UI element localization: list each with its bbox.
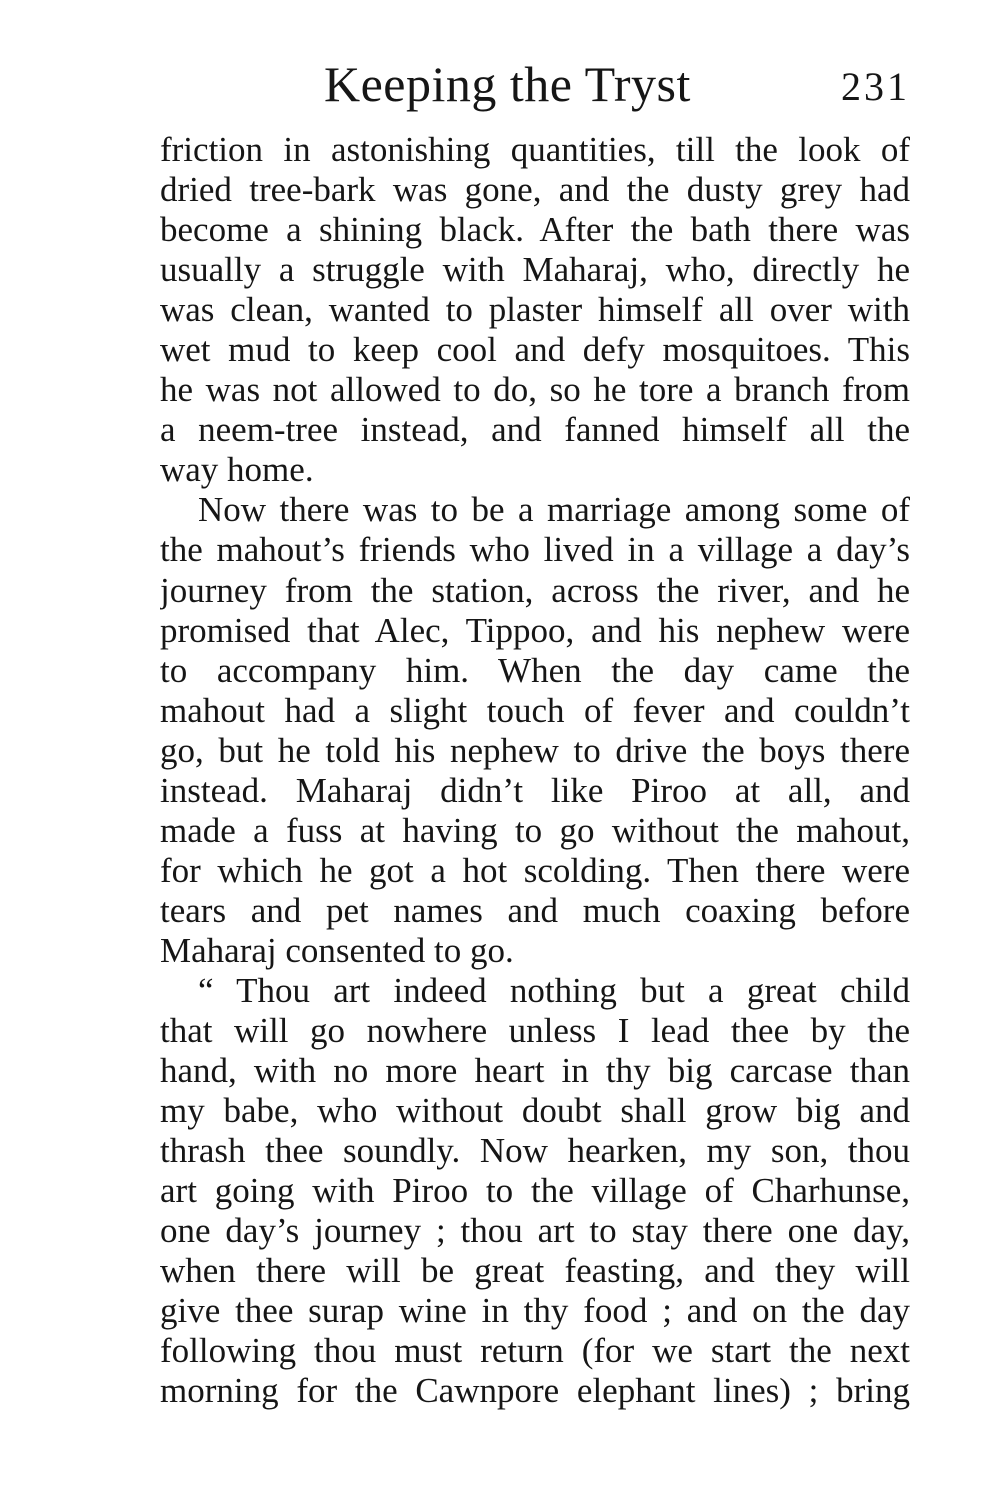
text-line: art going with Piroo to the village of Charhunse, — [160, 1171, 910, 1211]
text-line: was clean, wanted to plaster himself all over with — [160, 290, 910, 330]
text-line: thrash thee soundly. Now hearken, my son, thou — [160, 1131, 910, 1171]
running-title: Keeping the Tryst — [324, 56, 691, 112]
text-line: made a fuss at having to go without the mahout, — [160, 810, 910, 850]
text-line: promised that Alec, Tippoo, and his nephew were — [160, 610, 910, 650]
text-line: he was not allowed to do, so he tore a branch from — [160, 370, 910, 410]
text-line: when there will be great feasting, and they will — [160, 1251, 910, 1291]
text-line: wet mud to keep cool and defy mosquitoes. This — [160, 330, 910, 370]
text-line: following thou must return (for we start the next — [160, 1331, 910, 1371]
text-line: for which he got a hot scolding. Then there were — [160, 850, 910, 890]
page-number: 231 — [841, 64, 910, 109]
text-line: a neem-tree instead, and fanned himself all the — [160, 410, 910, 450]
text-line: go, but he told his nephew to drive the boys there — [160, 730, 910, 770]
text-line: hand, with no more heart in thy big carcase than — [160, 1051, 910, 1091]
text-line: usually a struggle with Maharaj, who, directly he — [160, 250, 910, 290]
text-line: mahout had a slight touch of fever and couldn’t — [160, 690, 910, 730]
text-line: the mahout’s friends who lived in a village a day’s — [160, 530, 910, 570]
text-line: to accompany him. When the day came the — [160, 650, 910, 690]
text-line: journey from the station, across the river, and he — [160, 570, 910, 610]
text-line: instead. Maharaj didn’t like Piroo at all, and — [160, 770, 910, 810]
text-line: one day’s journey ; thou art to stay there one day, — [160, 1211, 910, 1251]
text-line: give thee surap wine in thy food ; and on the day — [160, 1291, 910, 1331]
text-line: “ Thou art indeed nothing but a great child — [198, 970, 910, 1010]
text-line: dried tree-bark was gone, and the dusty grey had — [160, 170, 910, 210]
text-line: way home. — [160, 450, 314, 490]
body-text — [160, 130, 910, 1412]
text-line: that will go nowhere unless I lead thee by the — [160, 1011, 910, 1051]
running-head — [160, 56, 910, 116]
text-line: tears and pet names and much coaxing before — [160, 890, 910, 930]
text-line: Now there was to be a marriage among some of — [198, 490, 910, 530]
text-line: friction in astonishing quantities, till the look of — [160, 130, 910, 169]
text-line: Maharaj consented to go. — [160, 930, 514, 970]
text-line: my babe, who without doubt shall grow big and — [160, 1091, 910, 1131]
text-line: become a shining black. After the bath there was — [160, 210, 910, 250]
text-line: morning for the Cawnpore elephant lines) ; bring — [160, 1371, 910, 1411]
